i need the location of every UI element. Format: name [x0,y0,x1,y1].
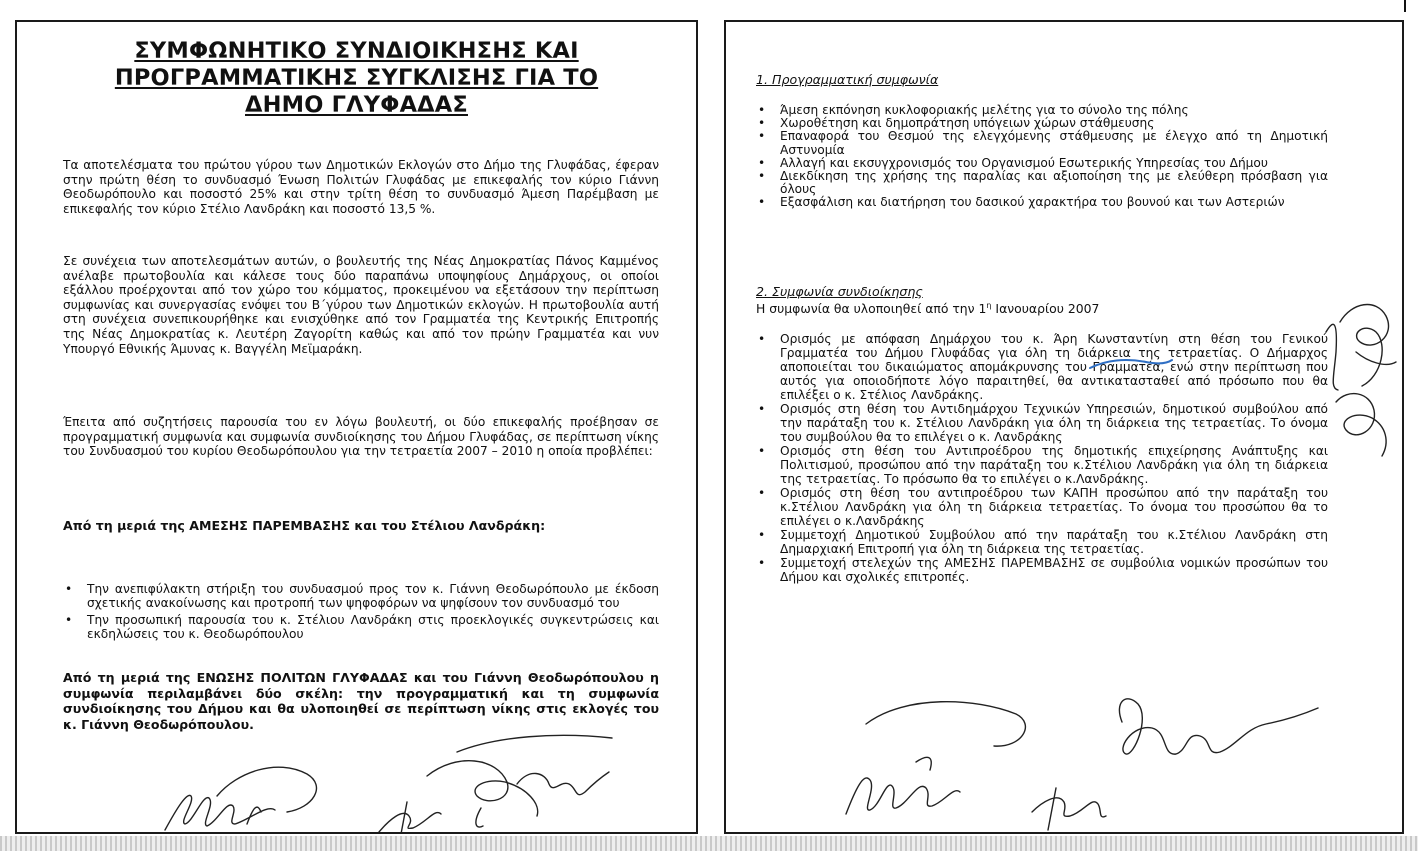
left-page [15,20,698,834]
bullet-icon: • [758,103,766,117]
signatures-left [157,712,617,834]
programmatic-items-list [756,104,1328,210]
intro-paragraph: Τα αποτελέσματα του πρώτου γύρου των Δημοτικών Εκλογών στο Δήμο της Γλυφάδας, έφεραν στην πρώτη θέση το συνδυασμό Ένωση Πολιτών Γλυφάδας με επικεφαλής τον κύριο Γιάννη Θεοδωρόπουλο και ποσοστό 25% και στην τρίτη θέση το συνδυασμό Άμεση Παρέμβαση με επικεφαλής τον κύριο Στέλιο Λανδράκη και ποσοστό 13,5 %. [63,158,659,216]
document-title [17,38,696,119]
bullet-icon: • [758,116,766,131]
amesi-heading: Από τη μεριά της ΑΜΕΣΗΣ ΠΑΡΕΜΒΑΣΗΣ και του Στέλιου Λανδράκη: [63,518,546,533]
list-item: • Συμμετοχή στελεχών της ΑΜΕΣΗΣ ΠΑΡΕΜΒΑΣΗΣ σε συμβούλια νομικών προσώπων του Δήμου και σχολικές επιτροπές. [758,556,1328,584]
co-governance-items-list [756,332,1328,584]
bullet-icon: • [758,402,766,416]
bullet-icon: • [758,486,766,500]
list-item: • Εξασφάλιση και διατήρηση του δασικού χαρακτήρα του βουνού και των Αστεριών [758,195,1285,210]
bullet-icon: • [758,195,766,210]
list-item: • Συμμετοχή Δημοτικού Συμβούλου από την παράταξη του κ.Στέλιου Λανδράκη στη Δημαρχιακή Επιτροπή για όλη τη διάρκεια της τετραετίας. [758,528,1328,556]
list-item: • Την ανεπιφύλακτη στήριξη του συνδυασμού προς τον κ. Γιάννη Θεοδωρόπουλο με έκδοση σχετικής ανακοίνωσης και προτροπή των ψηφοφόρων να ψηφίσουν τον συνδυασμό του [65,582,659,611]
effective-date-line: Η συμφωνία θα υλοποιηθεί από την $1^\eta$ Ιανουαρίου 2007 [756,301,1100,317]
blue-correction-mark [1086,356,1176,372]
list-item: • Επαναφορά του Θεσμού της ελεγχόμενης στάθμευσης με έλεγχο από τη Δημοτική Αστυνομία [758,129,1328,157]
list-item: • Ορισμός στη θέση του Αντιπροέδρου της δημοτικής επιχείρησης Ανάπτυξης και Πολιτισμού, προσώπου από την παράταξη του κ.Στέλιου Λανδράκη για όλη τη διάρκεια της τετραετίας. Το πρόσωπο θα το επιλέγει ο κ.Λανδράκης. [758,444,1328,486]
bullet-icon: • [758,444,766,458]
bullet-icon: • [758,169,766,184]
initiative-paragraph: Σε συνέχεια των αποτελεσμάτων αυτών, ο βουλευτής της Νέας Δημοκρατίας Πάνος Καμμένος ανέλαβε πρωτοβουλία και κάλεσε τους δύο παραπάνω υποψηφίους Δημάρχους, οι οποίοι εξάλλου προέρχονται από τον χώρο του κόμματος, προκειμένου να εξετάσουν την περίπτωση συμφωνίας και συνεργασίας ενόψει του Β΄γύρου των Δημοτικών εκλογών. Η πρωτοβουλία αυτή στη συνέχεια συνεπικουρήθηκε και ενισχύθηκε από τον Γραμματέα της Κεντρικής Επιτροπής της Νέας Δημοκρατίας κ. Λευτέρη Ζαγορίτη καθώς και από τον πρώην Γραμματέα και νυν Υπουργό Εθνικής Άμυνας κ. Βαγγέλη Μεϊμαράκη. [63,254,659,356]
list-item: • Χωροθέτηση και δημοπράτηση υπόγειων χώρων στάθμευσης [758,116,1155,131]
right-page [724,20,1404,834]
title-line-3: ΔΗΜΟ ΓΛΥΦΑΔΑΣ [245,92,468,118]
bullet-icon: • [758,332,766,346]
programmatic-agreement-heading: 1. Προγραμματική συμφωνία [756,72,939,87]
list-item: • Διεκδίκηση της χρήσης της παραλίας και αξιοποίηση της με ελεύθερη πρόσβαση για όλους [758,169,1328,197]
bullet-icon: • [65,582,73,596]
bullet-icon: • [758,155,766,170]
edge-mark [1404,0,1406,12]
co-governance-heading: 2. Συμφωνία συνδιοίκησης [756,284,923,299]
bullet-icon: • [758,129,766,144]
list-item: • Αλλαγή και εκσυγχρονισμός του Οργανισμού Εσωτερικής Υπηρεσίας του Δήμου [758,155,1268,170]
list-item: • Την προσωπική παρουσία του κ. Στέλιου Λανδράκη στις προεκλογικές συγκεντρώσεις και εκδηλώσεις του κ. Θεοδωρόπουλου [65,612,659,642]
agreement-paragraph: Έπειτα από συζητήσεις παρουσία του εν λόγω βουλευτή, οι δύο επικεφαλής προέβησαν σε προγραμματική συμφωνία και συμφωνία συνδιοίκησης του Δήμου Γλυφάδας, σε περίπτωση νίκης του Συνδυασμού του κυρίου Θεοδωρόπουλου για την τετραετία 2007 – 2010 η οποία προβλέπει: [63,415,659,459]
scan-edge [0,836,1418,851]
amesi-obligations-list [63,582,659,644]
list-item: • Ορισμός στη θέση του Αντιδημάρχου Τεχνικών Υπηρεσιών, δημοτικού συμβούλου από την παράταξη του κ. Στέλιου Λανδράκη για όλη τη διάρκεια της τετραετίας. Το όνομα του συμβούλου θα το επιλέγει ο κ. Λανδράκης [758,402,1328,444]
title-line-2: ΠΡΟΓΡΑΜΜΑΤΙΚΗΣ ΣΥΓΚΛΙΣΗΣ ΓΙΑ ΤΟ [114,65,599,91]
list-item: • Ορισμός με απόφαση Δημάρχου του κ. Άρη Κωνσταντίνη στη θέση του Γενικού Γραμματέα του Δήμου Γλυφάδας για όλη τη διάρκεια της τετραετίας. Ο Δήμαρχος αποποιείται του δικαιώματος απομάκρυνσης του Γραμματέα, ενώ στην περίπτωση που αυτός για οποιοδήποτε λόγο παραιτηθεί, θα αντικατασταθεί από πρόσωπο που θα επιλέξει ο κ. Στέλιος Λανδράκης. [758,332,1328,402]
list-item: • Άμεση εκπόνηση κυκλοφοριακής μελέτης για το σύνολο της πόλης [758,103,1189,117]
list-item: • Ορισμός στη θέση του αντιπροέδρου των ΚΑΠΗ προσώπου από την παράταξη του κ.Στέλιου Λανδράκη για όλη τη διάρκεια τετραετίας. Το όνομα του προσώπου θα το επιλέγει ο κ.Λανδράκης [758,486,1328,528]
bullet-icon: • [758,556,766,570]
bullet-icon: • [65,612,73,627]
signatures-right [826,684,1326,834]
bullet-icon: • [758,528,766,542]
margin-initials [1316,292,1402,472]
title-line-1: ΣΥΜΦΩΝΗΤΙΚΟ ΣΥΝΔΙΟΙΚΗΣΗΣ ΚΑΙ [134,38,579,64]
enosi-heading: Από τη μεριά της ΕΝΩΣΗΣ ΠΟΛΙΤΩΝ ΓΛΥΦΑΔΑΣ και του Γιάννη Θεοδωρόπουλου η συμφωνία περιλαμβάνει δύο σκέλη: την προγραμματική και τη συμφωνία συνδιοίκησης του Δήμου και θα υλοποιηθεί σε περίπτωση νίκης στις εκλογές του κ. Γιάννη Θεοδωρόπουλου. [63,670,659,732]
